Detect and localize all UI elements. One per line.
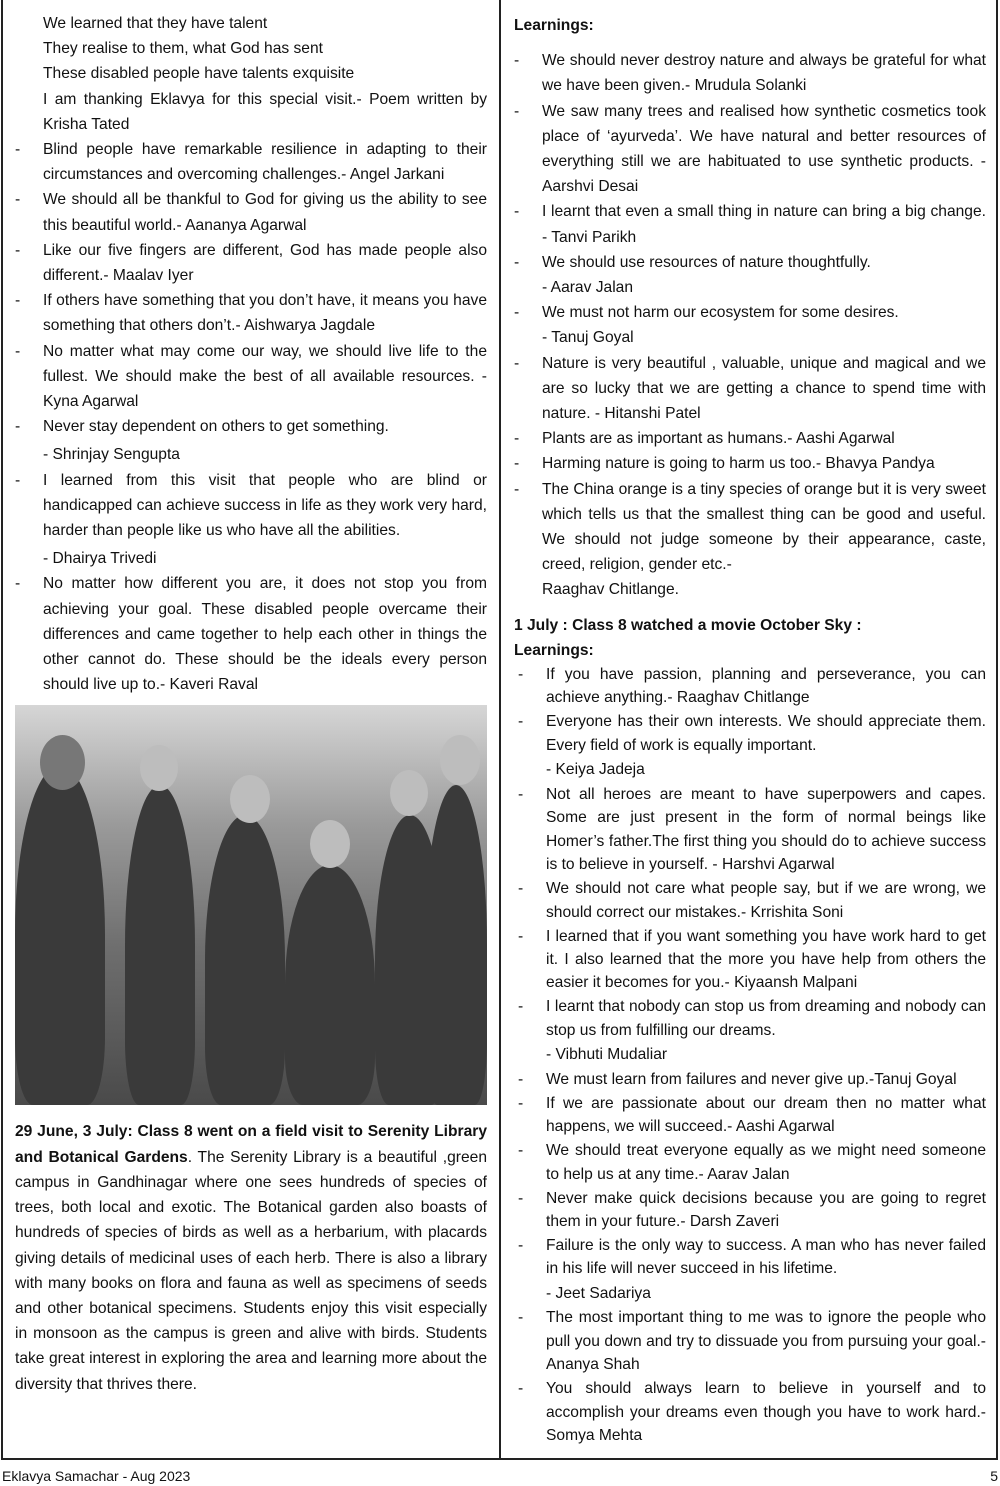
poem [15, 11, 487, 137]
item-author: - Vibhuti Mudaliar [546, 1046, 668, 1064]
field-visit-body: . The Serenity Library is a beautiful ,green campus in Gandhinagar where one sees hundreds of species of trees, both local and exotic. The Botanical garden also boasts of hundreds of species of birds as well as a herbarium, with placards giving details of medicinal uses of each herb. There is also a library with many books on flora and fauna as well as specimens of seeds and other botanical specimens. Students enjoy this visit especially in monsoon as the campus is green and alive with birds. Students take great interest in exploring the area and learning more about the diversity that thrives there. [15, 1148, 487, 1393]
list-item: - The China orange is a tiny species of orange but it is very sweet which tells us that the smallest thing can be good and useful. We should not judge someone by their appearance, caste, creed, religion, gender etc.- Raaghav Chitlange. [514, 477, 986, 603]
learnings-heading-2: Learnings: [514, 641, 594, 659]
page-footer [0, 1462, 1000, 1486]
column-divider [499, 0, 501, 1458]
list-item: - We should never destroy nature and always be grateful for what we have been given.- Mrudula Solanki [514, 48, 986, 98]
list-item: - You should always learn to believe in yourself and to accomplish your dreams even though you have to work hard.- Somya Mehta [518, 1377, 986, 1447]
list-item: - I learned that if you want something you have work hard to get it. I also learned that the more you have help from others the easier it becomes for you.- Kiyaansh Malpani [518, 925, 986, 995]
movie-heading: 1 July : Class 8 watched a movie October Sky : [514, 616, 862, 634]
list-item: - If others have something that you don’t have, it means you have something that others don’t.- Aishwarya Jagdale [15, 288, 487, 338]
list-item: - No matter what may come our way, we should live life to the fullest. We should make the best of all available resources. - Kyna Agarwal [15, 339, 487, 415]
item-author: - Dhairya Trivedi [43, 550, 157, 568]
list-item: - I learned from this visit that people who are blind or handicapped can achieve success in life as they work very hard, harder than people like us who have all the abilities. - Dhairya Trivedi [15, 468, 487, 572]
right-column [514, 13, 986, 1448]
item-author: Raaghav Chitlange. [542, 581, 679, 599]
poem-line: These disabled people have talents exquisite [43, 65, 355, 83]
list-item: - Never make quick decisions because you are going to regret them in your future.- Darsh Zaveri [518, 1187, 986, 1234]
list-item: - We saw many trees and realised how synthetic cosmetics took place of ‘ayurveda’. We have natural and better resources of everything still we are habituated to use synthetic products. - Aarshvi Desai [514, 99, 986, 200]
list-item: - Everyone has their own interests. We should appreciate them. Every field of work is equally important. - Keiya Jadeja [518, 710, 986, 782]
item-author: - Aarav Jalan [542, 279, 634, 297]
list-item: - Blind people have remarkable resilience in adapting to their circumstances and overcoming challenges.- Angel Jarkani [15, 137, 487, 187]
left-column [15, 11, 487, 1397]
list-item: - If we are passionate about our dream then no matter what happens, we will succeed.- Aashi Agarwal [518, 1092, 986, 1139]
list-item: - We should use resources of nature thoughtfully. - Aarav Jalan [514, 250, 986, 300]
poem-line: They realise to them, what God has sent [43, 40, 323, 58]
class-photo [15, 705, 487, 1105]
publication-title: Eklavya Samachar - Aug 2023 [2, 1468, 191, 1484]
poem-line: We learned that they have talent [43, 15, 268, 32]
list-item: - No matter how different you are, it does not stop you from achieving your goal. These disabled people overcame their differences and came together to help each other in things the other cannot do. These should be the ideals every person should live up to.- Kaveri Raval [15, 571, 487, 697]
item-author: - Shrinjay Sengupta [43, 446, 180, 464]
page-number: 5 [990, 1468, 998, 1484]
field-visit-paragraph [15, 1119, 487, 1396]
list-item: - Harming nature is going to harm us too.- Bhavya Pandya [514, 451, 986, 476]
list-item: - We should not care what people say, but if we are wrong, we should correct our mistakes.- Krrishita Soni [518, 877, 986, 924]
list-item: - Like our five fingers are different, God has made people also different.- Maalav Iyer [15, 238, 487, 288]
field-visit-heading: 29 June, 3 July: Class 8 went on a field visit to Serenity Library and Botanical Gardens [15, 1123, 487, 1166]
list-item: - Nature is very beautiful , valuable, unique and magical and we are so lucky that we are getting a chance to spend time with nature. - Hitanshi Patel [514, 351, 986, 427]
list-item: - Never stay dependent on others to get something. - Shrinjay Sengupta [15, 414, 487, 467]
item-author: - Keiya Jadeja [546, 761, 645, 779]
list-item: - We must learn from failures and never give up.-Tanuj Goyal [518, 1068, 986, 1091]
list-item: - Not all heroes are meant to have superpowers and capes. Some are just present in the form of normal beings like Homer’s father.The first thing you should do to achieve success is to believe in yourself. - Harshvi Agarwal [518, 783, 986, 877]
list-item: - Plants are as important as humans.- Aashi Agarwal [514, 426, 986, 451]
list-item: - Failure is the only way to success. A man who has never failed in his life will never succeed in his lifetime. - Jeet Sadariya [518, 1234, 986, 1306]
list-item: - If you have passion, planning and perseverance, you can achieve anything.- Raaghav Chitlange [518, 663, 986, 710]
list-item: - We must not harm our ecosystem for some desires. - Tanuj Goyal [514, 300, 986, 350]
list-item: - We should all be thankful to God for giving us the ability to see this beautiful world.- Aananya Agarwal [15, 187, 487, 237]
left-learnings-list [15, 137, 487, 697]
nature-learnings-list [514, 48, 986, 602]
list-item: - The most important thing to me was to ignore the people who pull you down and try to dissuade you from pursuing your goal.- Ananya Shah [518, 1306, 986, 1376]
item-author: - Jeet Sadariya [546, 1284, 651, 1302]
item-author: - Tanuj Goyal [542, 329, 634, 347]
list-item: - I learnt that even a small thing in nature can bring a big change. - Tanvi Parikh [514, 199, 986, 249]
poem-line: I am thanking Eklavya for this special visit.- Poem written by Krisha Tated [43, 90, 487, 133]
list-item: - I learnt that nobody can stop us from dreaming and nobody can stop us from fulfilling our dreams. - Vibhuti Mudaliar [518, 995, 986, 1067]
list-item: - We should treat everyone equally as we might need someone to help us at any time.- Aarav Jalan [518, 1139, 986, 1186]
movie-learnings-list [514, 663, 986, 1447]
learnings-heading: Learnings: [514, 17, 594, 34]
